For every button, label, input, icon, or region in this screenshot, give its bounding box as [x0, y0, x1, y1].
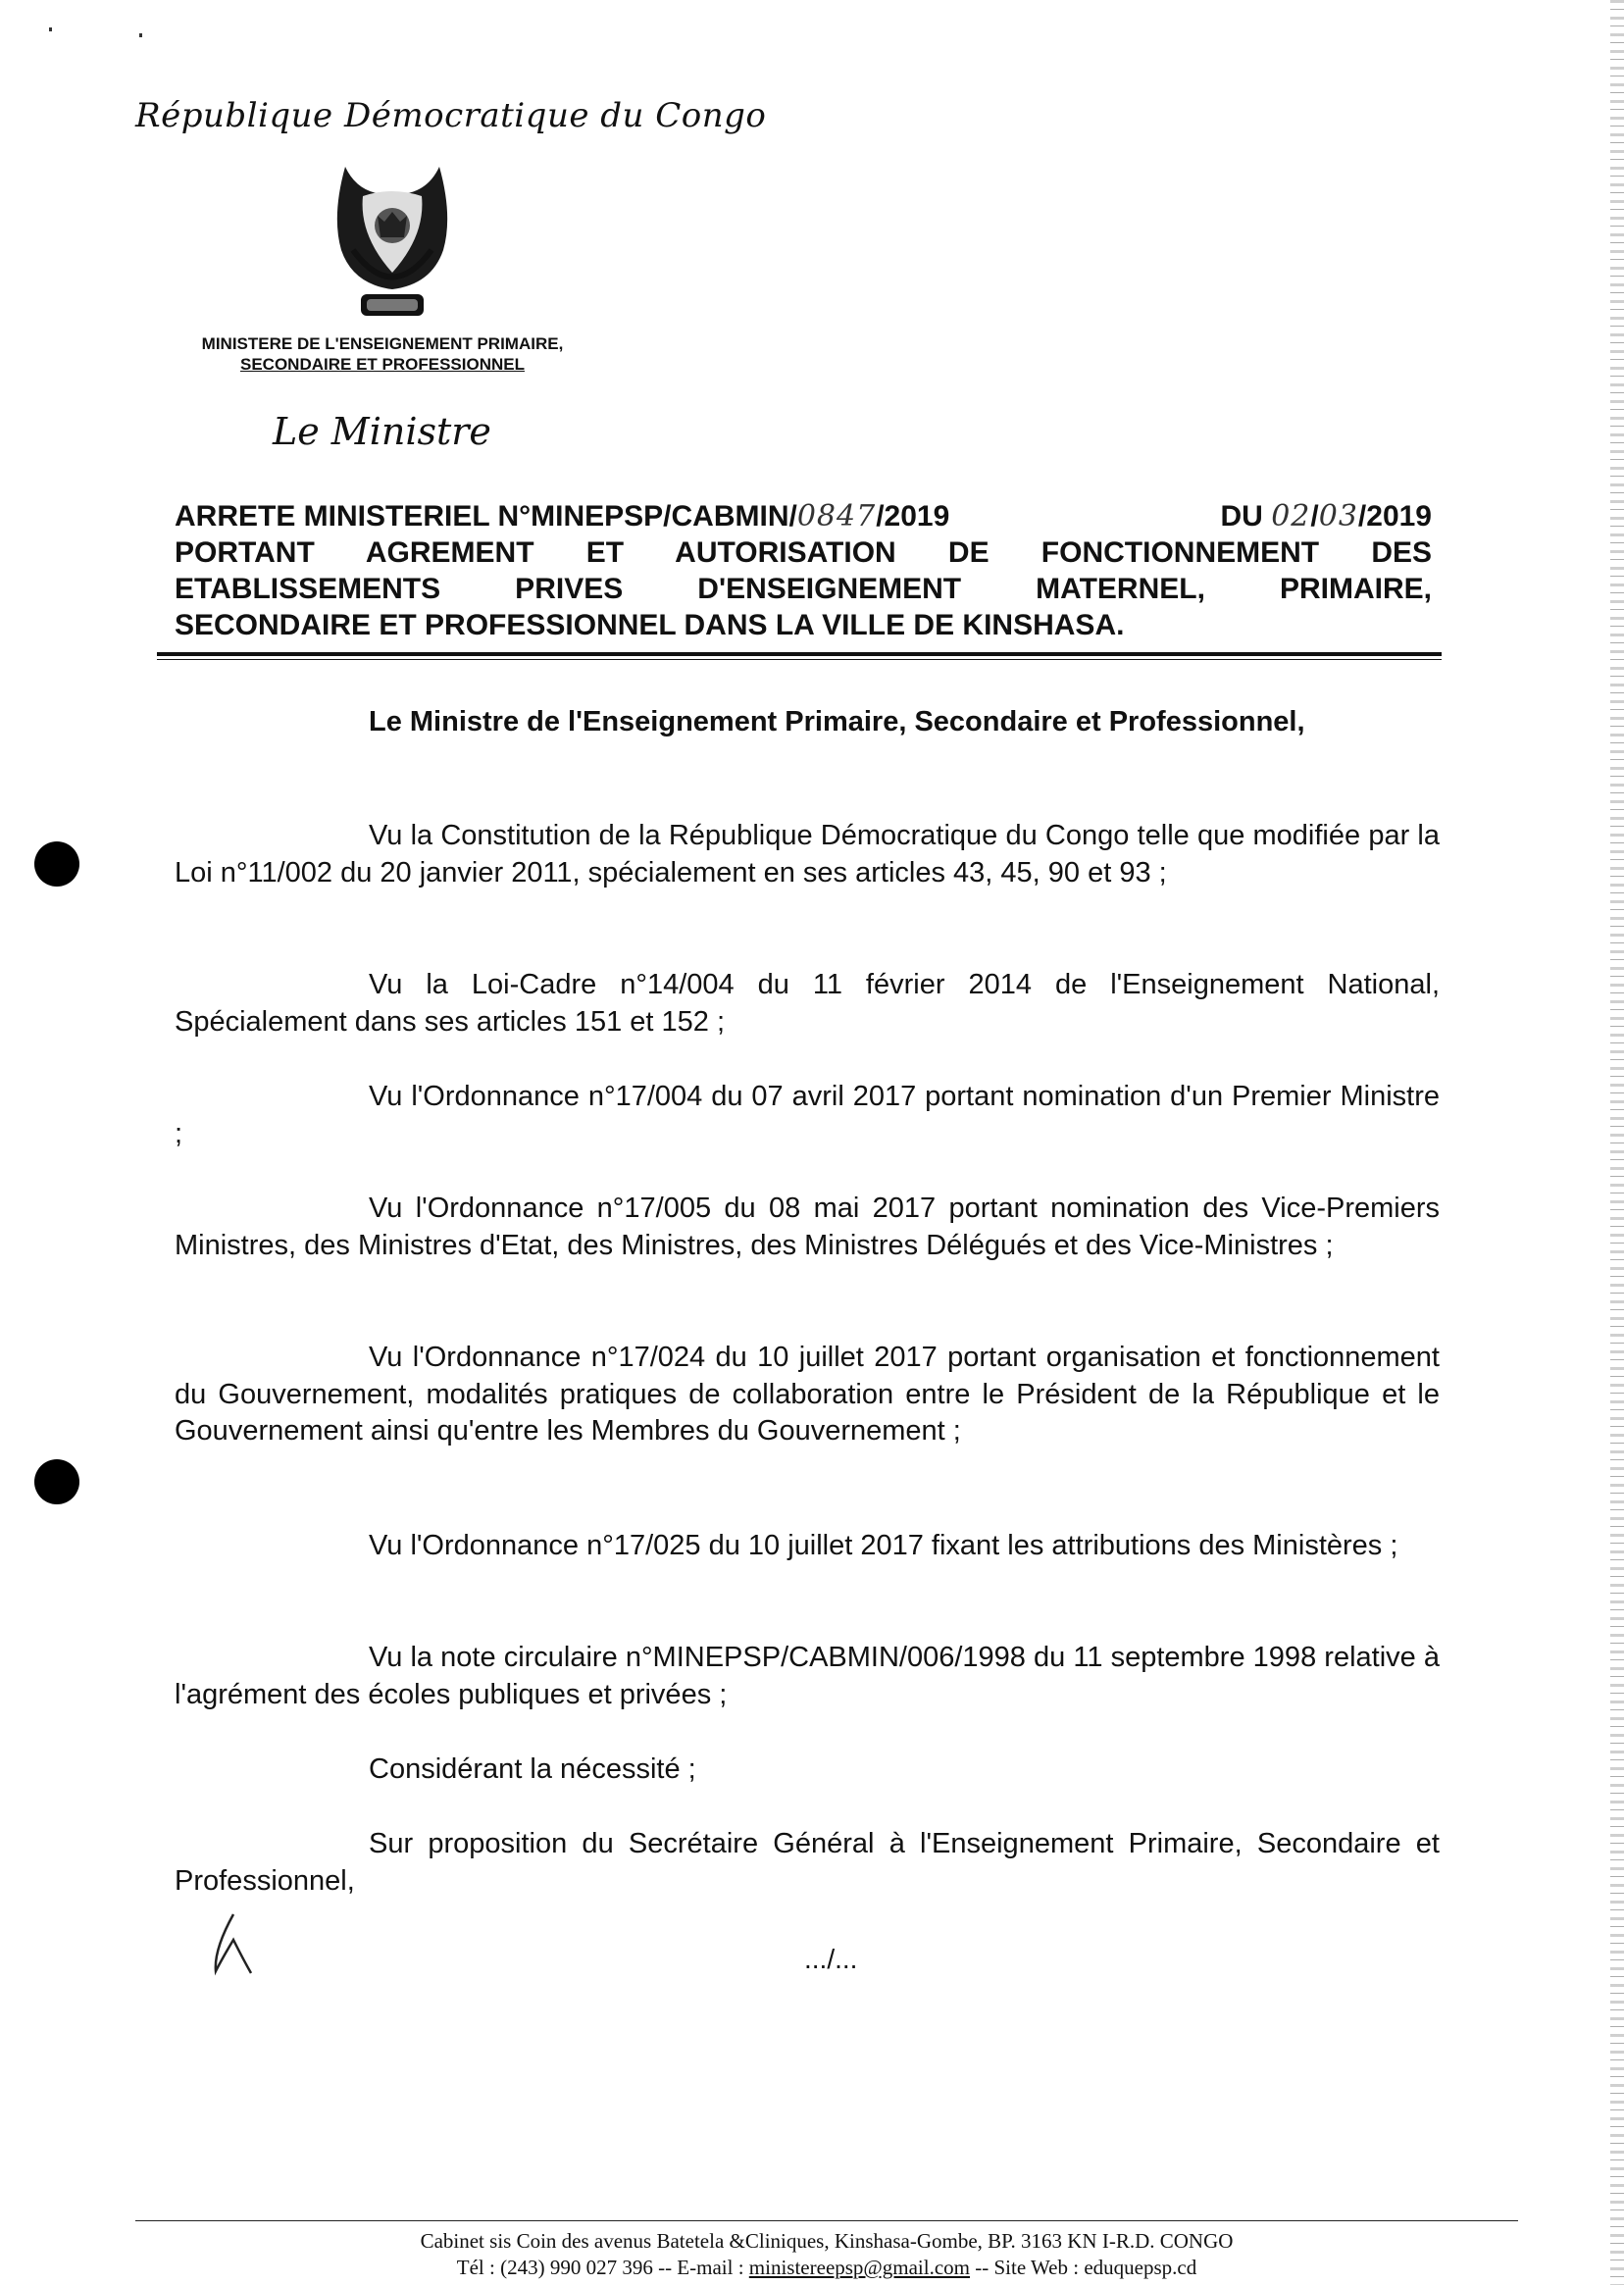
preamble-vu-6: [175, 1528, 1440, 1565]
decree-title: [175, 498, 1432, 643]
footer-address: Cabinet sis Coin des avenus Batetela &Cliniques, Kinshasa-Gombe, BP. 3163 KN I-R.D. CONGO: [420, 2229, 1234, 2253]
decree-date-year: /2019: [1357, 500, 1432, 533]
proposition: [175, 1826, 1440, 1900]
preamble-vu-3: [175, 1079, 1440, 1152]
decree-title-line-3: ETABLISSEMENTS PRIVES D'ENSEIGNEMENT MATERNEL, PRIMAIRE,: [175, 573, 1432, 605]
title-rule-thick: [157, 652, 1442, 656]
vu-paragraph: Vu la Loi-Cadre n°14/004 du 11 février 2014 de l'Enseignement National, Spécialement dans ses articles 151 et 152 ;: [175, 969, 1440, 1038]
decree-date-month: 03: [1318, 499, 1358, 533]
proposition-paragraph: Sur proposition du Secrétaire Général à l'Enseignement Primaire, Secondaire et Professionnel,: [175, 1828, 1440, 1897]
decree-year: /2019: [876, 500, 950, 533]
footer-divider: [135, 2220, 1518, 2221]
vu-paragraph: Vu l'Ordonnance n°17/005 du 08 mai 2017 portant nomination des Vice-Premiers Ministres, des Ministres d'Etat, des Ministres, des Ministres Délégués et des Vice-Ministres ;: [175, 1193, 1440, 1261]
decree-date-sep: /: [1310, 500, 1319, 533]
vu-paragraph: Vu l'Ordonnance n°17/004 du 07 avril 2017 portant nomination d'un Premier Ministre ;: [175, 1081, 1440, 1149]
preamble-vu-7: [175, 1640, 1440, 1713]
minister-paragraph: Le Ministre de l'Enseignement Primaire, Secondaire et Professionnel,: [369, 706, 1305, 737]
ministry-name: [167, 333, 598, 375]
footer: [135, 2228, 1518, 2281]
title-rule-thin: [157, 659, 1442, 660]
minister-intro: [175, 704, 1440, 741]
decree-number-handwritten: 0847: [796, 499, 877, 533]
ministry-line-2: SECONDAIRE ET PROFESSIONNEL: [240, 355, 525, 374]
vu-paragraph: Vu l'Ordonnance n°17/024 du 10 juillet 2017 portant organisation et fonctionnement du Gouvernement, modalités pratiques de collaboration entre le Président de la République et le Gouvernement ainsi qu'entre les Membres du Gouvernement ;: [175, 1342, 1440, 1447]
footer-email-link[interactable]: ministereepsp@gmail.com: [748, 2256, 971, 2279]
handwritten-paraph: [204, 1910, 263, 1979]
footer-site: -- Site Web : eduquepsp.cd: [970, 2256, 1197, 2279]
vu-paragraph: Vu la note circulaire n°MINEPSP/CABMIN/006/1998 du 11 septembre 1998 relative à l'agrément des écoles publiques et privées ;: [175, 1642, 1440, 1710]
preamble-vu-1: [175, 818, 1440, 891]
footer-tel: Tél : (243) 990 027 396 -- E-mail :: [456, 2256, 749, 2279]
considerant: [175, 1752, 1440, 1789]
decree-du: DU: [1220, 500, 1263, 533]
scan-speck: [49, 27, 52, 31]
scan-edge-noise: [1610, 0, 1624, 2285]
preamble-vu-2: [175, 967, 1440, 1041]
considerant-paragraph: Considérant la nécessité ;: [369, 1753, 696, 1785]
binder-hole: [34, 841, 79, 887]
decree-date-block: [1221, 498, 1432, 534]
signatory-title: Le Ministre: [273, 410, 491, 453]
republic-title: République Démocratique du Congo: [135, 96, 767, 135]
preamble-vu-4: [175, 1191, 1440, 1264]
decree-title-line-1: [175, 498, 1432, 534]
scan-speck: [139, 33, 142, 37]
decree-date-day: 02: [1271, 499, 1311, 533]
preamble-vu-5: [175, 1340, 1440, 1450]
decree-title-line-2: PORTANT AGREMENT ET AUTORISATION DE FONCTIONNEMENT DES: [175, 536, 1432, 569]
decree-prefix: ARRETE MINISTERIEL N°MINEPSP/CABMIN/: [175, 500, 797, 533]
binder-hole: [34, 1459, 79, 1504]
vu-paragraph: Vu la Constitution de la République Démocratique du Congo telle que modifiée par la Loi n°11/002 du 20 janvier 2011, spécialement en ses articles 43, 45, 90 et 93 ;: [175, 820, 1440, 889]
page-continuation: .../...: [804, 1944, 858, 1974]
coat-of-arms-emblem: [324, 157, 461, 333]
footer-contact: [135, 2255, 1518, 2281]
decree-title-line-4: SECONDAIRE ET PROFESSIONNEL DANS LA VILLE DE KINSHASA.: [175, 609, 1125, 641]
ministry-line-1: MINISTERE DE L'ENSEIGNEMENT PRIMAIRE,: [201, 334, 564, 353]
decree-number-block: [175, 498, 949, 534]
vu-paragraph: Vu l'Ordonnance n°17/025 du 10 juillet 2017 fixant les attributions des Ministères ;: [369, 1530, 1398, 1561]
